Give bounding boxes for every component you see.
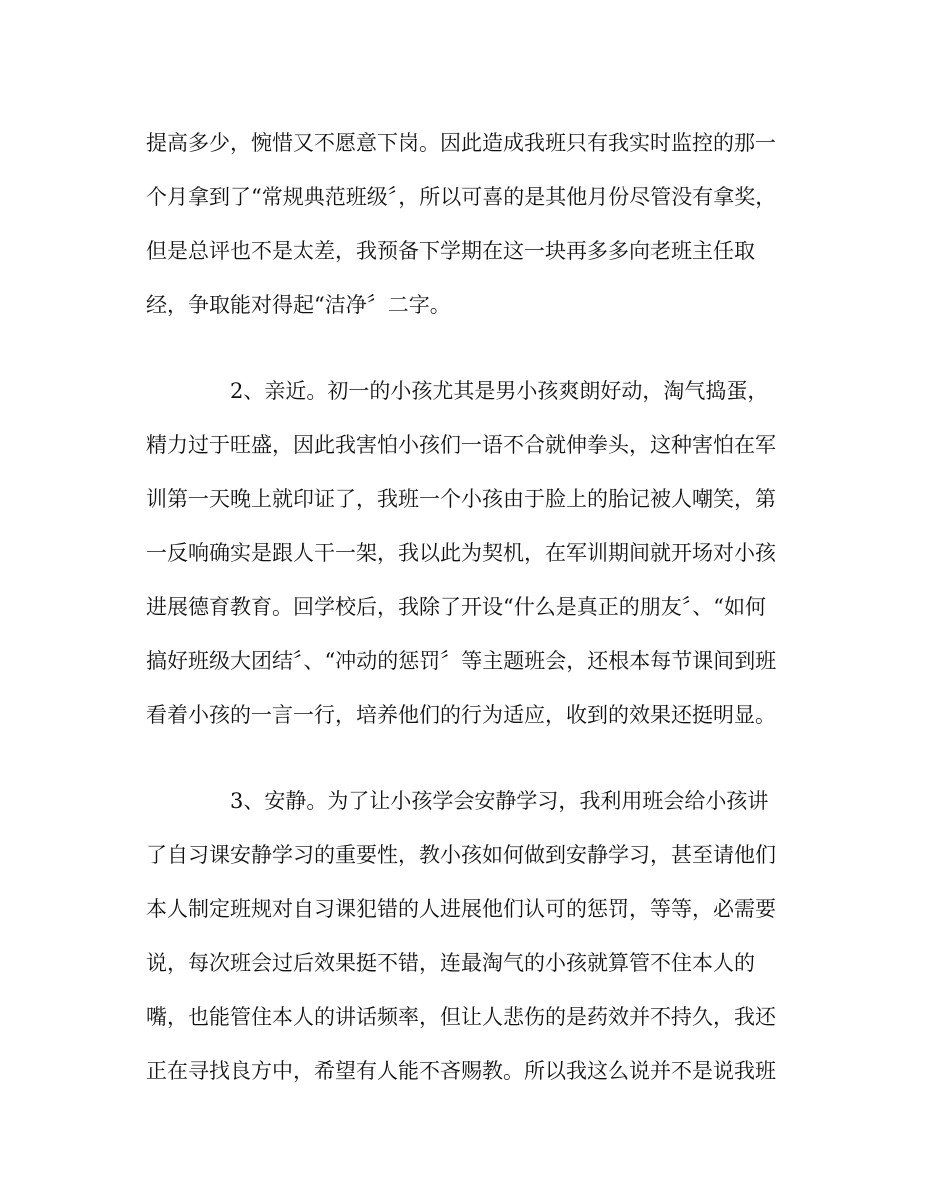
text-line: 正在寻找良方中，希望有人能不吝赐教。所以我这么说并不是说我班 [146,1059,776,1083]
text-line: 进展德育教育。回学校后，我除了开设“什么是真正的朋友〞、“如何 [146,595,766,619]
text-line: 个月拿到了“常规典范班级〞，所以可喜的是其他月份尽管没有拿奖， [146,185,777,209]
text-line: 训第一天晚上就印证了，我班一个小孩由于脸上的胎记被人嘲笑，第 [146,487,776,511]
text-line: 嘴，也能管住本人的讲话频率，但让人悲伤的是药效并不持久，我还 [146,1005,776,1029]
text-line: 说，每次班会过后效果挺不错，连最淘气的小孩就算管不住本人的 [146,951,755,975]
text-line: 3、安静。为了让小孩学会安静学习，我利用班会给小孩讲 [230,789,769,813]
text-line: 了自习课安静学习的重要性，教小孩如何做到安静学习，甚至请他们 [146,843,776,867]
text-line: 2、亲近。初一的小孩尤其是男小孩爽朗好动，淘气捣蛋， [230,379,769,403]
text-line: 本人制定班规对自习课犯错的人进展他们认可的惩罚，等等，必需要 [146,897,776,921]
text-line: 搞好班级大团结〞、“冲动的惩罚〞等主题班会，还根本每节课间到班 [146,649,777,673]
text-line: 经，争取能对得起“洁净〞二字。 [146,293,451,317]
text-line: 看着小孩的一言一行，培养他们的行为适应，收到的效果还挺明显。 [146,703,776,727]
text-line: 一反响确实是跟人干一架，我以此为契机，在军训期间就开场对小孩 [146,541,776,565]
text-line: 但是总评也不是太差，我预备下学期在这一块再多多向老班主任取 [146,239,755,263]
text-line: 精力过于旺盛，因此我害怕小孩们一语不合就伸拳头，这种害怕在军 [146,433,776,457]
text-line: 提高多少，惋惜又不愿意下岗。因此造成我班只有我实时监控的那一 [146,131,776,155]
